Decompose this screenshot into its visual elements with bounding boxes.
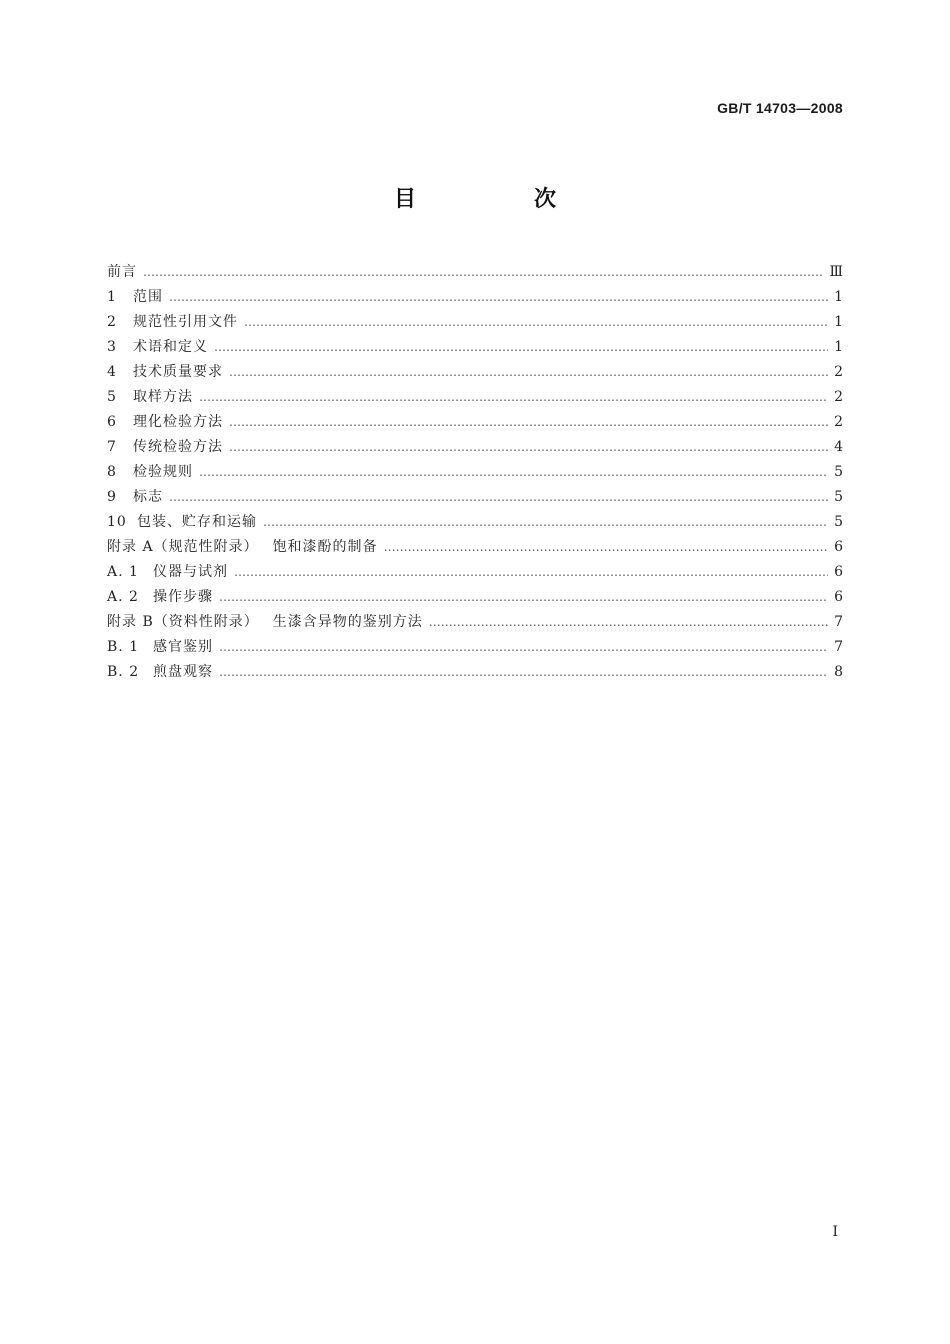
toc-entry[interactable] (107, 660, 843, 685)
toc-entry[interactable] (107, 360, 843, 385)
toc-entry[interactable] (107, 610, 843, 635)
dot-leader (169, 285, 828, 310)
dot-leader (143, 260, 823, 285)
dot-leader (199, 385, 828, 410)
toc-entry-title: 标志 (133, 489, 163, 505)
toc-entry-title: 检验规则 (133, 464, 193, 480)
toc-entry-number: A. 2 (107, 589, 139, 605)
toc-entry-page: 7 (834, 639, 843, 655)
toc-entry-title: 生漆含异物的鉴别方法 (272, 614, 423, 630)
toc-entry-page: 8 (834, 664, 843, 680)
toc-entry-number: A. 1 (107, 564, 139, 580)
toc-entry-number: 5 (107, 389, 117, 405)
toc-entry-number: 附录 A（规范性附录） (107, 539, 259, 555)
toc-entry-title: 传统检验方法 (133, 439, 223, 455)
toc-entry-title: 前言 (107, 264, 137, 280)
toc-entry-title: 仪器与试剂 (153, 564, 228, 580)
toc-entry-title: 范围 (133, 289, 163, 305)
toc-entry-page: 1 (834, 289, 843, 305)
toc-entry-number: B. 2 (107, 664, 140, 680)
toc-entry-number: 1 (107, 289, 117, 305)
toc-entry[interactable] (107, 460, 843, 485)
toc-entry-number: 附录 B（资料性附录） (107, 614, 259, 630)
dot-leader (219, 585, 828, 610)
toc-entry-number: 3 (107, 339, 117, 355)
dot-leader (244, 310, 828, 335)
page-number: I (832, 1224, 838, 1240)
dot-leader (229, 360, 828, 385)
toc-entry-number: 4 (107, 364, 117, 380)
dot-leader (229, 410, 828, 435)
toc-entry[interactable] (107, 335, 843, 360)
toc-entry-number: 7 (107, 439, 117, 455)
toc-entry-number: B. 1 (107, 639, 140, 655)
toc-entry[interactable] (107, 510, 843, 535)
toc-entry[interactable] (107, 585, 843, 610)
toc-entry-page: 6 (834, 564, 843, 580)
toc-entry[interactable] (107, 560, 843, 585)
toc-entry-title: 感官鉴别 (153, 639, 213, 655)
dot-leader (199, 460, 828, 485)
toc-entry-page: 5 (834, 464, 843, 480)
dot-leader (169, 485, 828, 510)
standard-code: GB/T 14703—2008 (717, 100, 843, 116)
toc-entry-title: 规范性引用文件 (133, 314, 238, 330)
toc-entry-title: 取样方法 (133, 389, 193, 405)
dot-leader (214, 335, 828, 360)
dot-leader (263, 510, 828, 535)
dot-leader (384, 535, 829, 560)
toc-entry-page: 2 (834, 414, 843, 430)
dot-leader (219, 660, 828, 685)
toc-entry[interactable] (107, 385, 843, 410)
toc-title: 目 次 (393, 187, 604, 212)
dot-leader (229, 435, 828, 460)
toc-entry-number: 8 (107, 464, 117, 480)
toc-entry-title: 煎盘观察 (153, 664, 213, 680)
toc-entry-title: 技术质量要求 (133, 364, 223, 380)
toc-entry[interactable] (107, 260, 843, 285)
dot-leader (219, 635, 828, 660)
toc-entry[interactable] (107, 410, 843, 435)
toc-entry-page: 1 (834, 339, 843, 355)
toc-entry[interactable] (107, 285, 843, 310)
toc-entry-page: 2 (834, 389, 843, 405)
toc-entry-page: 6 (834, 589, 843, 605)
toc-entry-page: 7 (834, 614, 843, 630)
toc-entry-page: 6 (834, 539, 843, 555)
toc-entry-number: 9 (107, 489, 117, 505)
toc-entry-page: 2 (834, 364, 843, 380)
toc-entry-number: 10 (107, 514, 127, 530)
toc-entry[interactable] (107, 635, 843, 660)
toc-entry-page: Ⅲ (829, 264, 843, 280)
toc-entry-page: 4 (834, 439, 843, 455)
toc-entry-number: 2 (107, 314, 117, 330)
toc-entry[interactable] (107, 535, 843, 560)
dot-leader (429, 610, 828, 635)
toc-entry-number: 6 (107, 414, 117, 430)
toc-entry-title: 饱和漆酚的制备 (272, 539, 378, 555)
toc-entry-page: 5 (834, 514, 843, 530)
toc-entry[interactable] (107, 435, 843, 460)
toc-entry[interactable] (107, 485, 843, 510)
toc-entry-title: 包装、贮存和运输 (137, 514, 257, 530)
toc-entry-title: 操作步骤 (153, 589, 213, 605)
toc-entry[interactable] (107, 310, 843, 335)
toc-entry-title: 理化检验方法 (133, 414, 223, 430)
dot-leader (234, 560, 828, 585)
table-of-contents (107, 260, 843, 685)
toc-entry-title: 术语和定义 (133, 339, 208, 355)
toc-entry-page: 1 (834, 314, 843, 330)
toc-entry-page: 5 (834, 489, 843, 505)
